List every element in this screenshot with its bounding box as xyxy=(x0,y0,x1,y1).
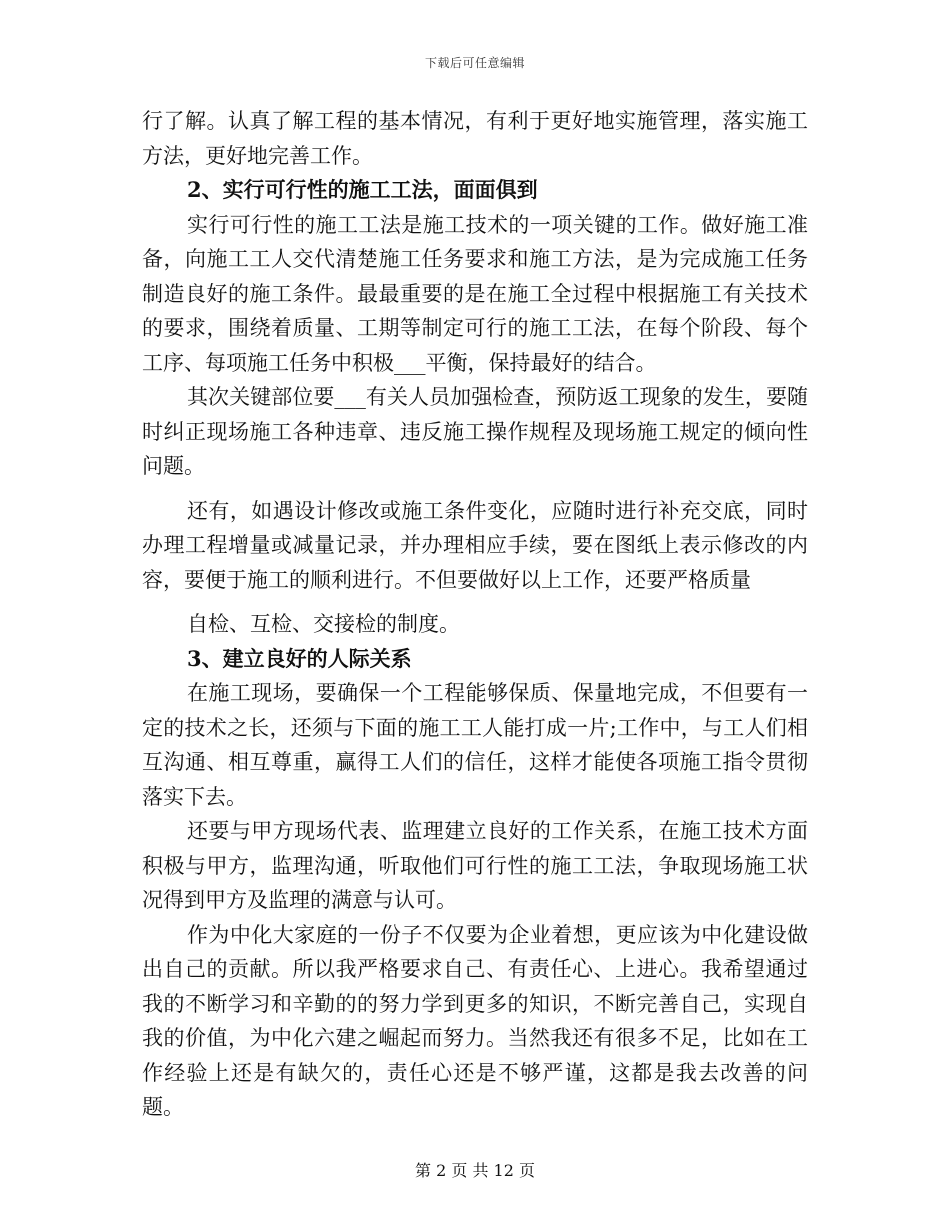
section-heading: 3、建立良好的人际关系 xyxy=(187,645,412,671)
body-paragraph: 实行可行性的施工工法是施工技术的一项关键的工作。做好施工准备，向施工工人交代清楚施工任务要求和施工方法，是为完成施工任务制造良好的施工条件。最最重要的是在施工全过程中根据施工有关技术的要求，围绕着质量、工期等制定可行的施工工法，在每个阶段、每个工序、每项施工任务中积极___平衡，保持最好的结合。 xyxy=(142,212,808,375)
page-header: 下载后可任意编辑 xyxy=(424,56,525,70)
body-paragraph: 还有，如遇设计修改或施工条件变化，应随时进行补充交底，同时办理工程增量或减量记录，并办理相应手续，要在图纸上表示修改的内容，要便于施工的顺利进行。不但要做好以上工作，还要严格质量 xyxy=(142,498,808,592)
body-paragraph: 作为中化大家庭的一份子不仅要为企业着想，更应该为中化建设做出自己的贡献。所以我严格要求自己、有责任心、上进心。我希望通过我的不断学习和辛勤的的努力学到更多的知识，不断完善自己，实现自我的价值，为中化六建之崛起而努力。当然我还有很多不足，比如在工作经验上还是有缺欠的，责任心还是不够严谨，这都是我去改善的问题。 xyxy=(142,922,808,1119)
section-heading: 2、实行可行性的施工工法，面面俱到 xyxy=(187,177,538,202)
body-paragraph: 还要与甲方现场代表、监理建立良好的工作关系，在施工技术方面积极与甲方，监理沟通，听取他们可行性的施工工法，争取现场施工状况得到甲方及监理的满意与认可。 xyxy=(142,819,808,912)
document-body xyxy=(142,104,808,1125)
body-paragraph: 在施工现场，要确保一个工程能够保质、保量地完成，不但要有一定的技术之长，还须与下面的施工工人能打成一片;工作中，与工人们相互沟通、相互尊重，赢得工人们的信任，这样才能使各项施工指令贯彻落实下去。 xyxy=(142,681,808,809)
body-paragraph: 自检、互检、交接检的制度。 xyxy=(187,612,460,636)
page-number: 第 2 页 共 12 页 xyxy=(415,1161,535,1180)
body-paragraph: 行了解。认真了解工程的基本情况，有利于更好地实施管理，落实施工方法，更好地完善工作。 xyxy=(142,109,808,168)
body-paragraph: 其次关键部位要___有关人员加强检查，预防返工现象的发生，要随时纠正现场施工各种违章、违反施工操作规程及现场施工规定的倾向性问题。 xyxy=(142,385,808,478)
